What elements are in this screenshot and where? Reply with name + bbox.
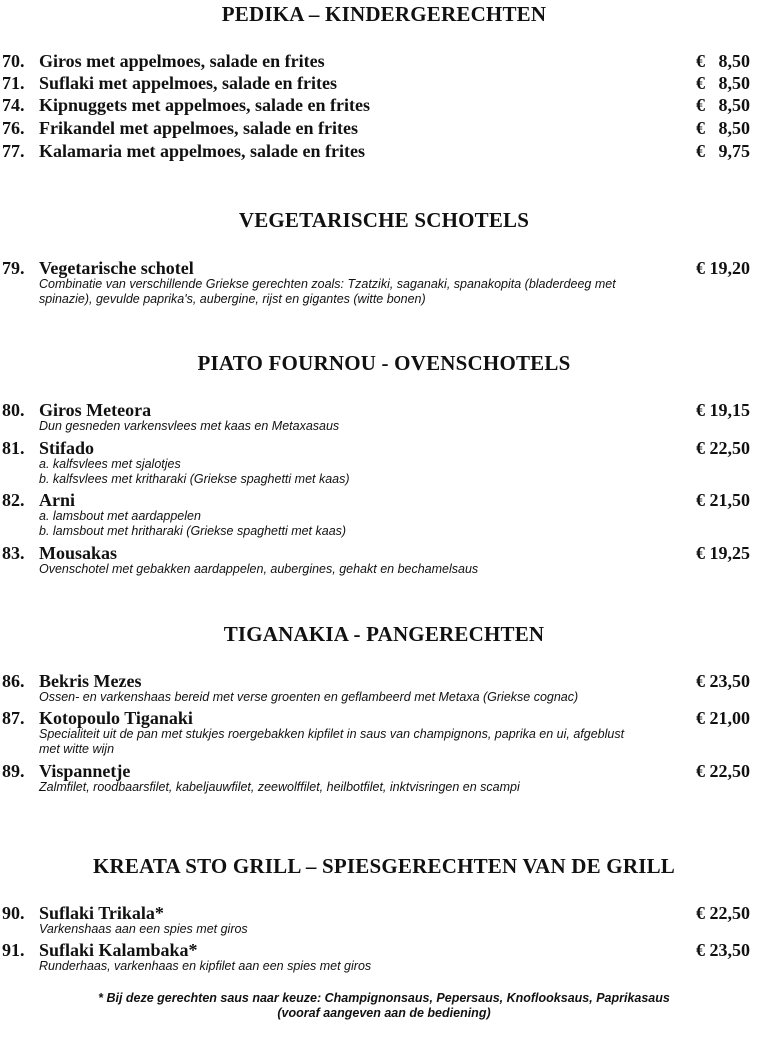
menu-item: [0, 761, 768, 795]
item-name: Vegetarische schotel: [39, 258, 194, 278]
item-name: Vispannetje: [39, 761, 131, 781]
item-name: Stifado: [39, 438, 95, 458]
menu-item: [0, 118, 768, 140]
menu-item: [0, 671, 768, 705]
item-price: € 19,25: [696, 543, 750, 563]
item-number: 71.: [2, 73, 25, 93]
item-name: Kipnuggets met appelmoes, salade en frites: [39, 95, 370, 115]
item-description: [39, 277, 689, 307]
item-name: Giros met appelmoes, salade en frites: [39, 51, 325, 71]
item-description: [39, 419, 689, 434]
description-line: Combinatie van verschillende Griekse gerechten zoals: Tzatziki, saganaki, spanakopita (bladerdeeg met: [39, 277, 616, 291]
item-description: [39, 690, 689, 705]
item-name: Kalamaria met appelmoes, salade en frites: [39, 141, 365, 161]
item-number: 89.: [2, 761, 25, 781]
description-line: b. lamsbout met hritharaki (Griekse spaghetti met kaas): [39, 524, 347, 538]
menu-item: [0, 95, 768, 117]
item-price: € 22,50: [696, 903, 750, 923]
item-price: € 8,50: [696, 118, 750, 138]
item-price: € 21,00: [696, 708, 750, 728]
description-line: Specialiteit uit de pan met stukjes roergebakken kipfilet in saus van champignons, paprika en ui, afgeblust: [39, 727, 625, 741]
footnote: [0, 991, 768, 1021]
item-name: Suflaki met appelmoes, salade en frites: [39, 73, 337, 93]
item-description: [39, 922, 689, 937]
item-description: [39, 562, 689, 577]
menu-item: [0, 400, 768, 434]
item-name: Frikandel met appelmoes, salade en frites: [39, 118, 358, 138]
menu-item: [0, 141, 768, 163]
item-number: 74.: [2, 95, 25, 115]
item-number: 77.: [2, 141, 25, 161]
item-number: 79.: [2, 258, 25, 278]
menu-item: [0, 490, 768, 539]
item-price: € 23,50: [696, 671, 750, 691]
item-number: 91.: [2, 940, 25, 960]
item-price: € 8,50: [696, 95, 750, 115]
menu-item: [0, 903, 768, 937]
item-price: € 8,50: [696, 73, 750, 93]
item-price: € 19,20: [696, 258, 750, 278]
section-title: KREATA STO GRILL – SPIESGERECHTEN VAN DE GRILL: [92, 854, 675, 878]
item-name: Kotopoulo Tiganaki: [39, 708, 193, 728]
description-line: Ossen- en varkenshaas bereid met verse groenten en geflambeerd met Metaxa (Griekse cognac): [39, 690, 579, 704]
section-title: PIATO FOURNOU - OVENSCHOTELS: [197, 351, 571, 375]
section-title: VEGETARISCHE SCHOTELS: [238, 208, 530, 232]
item-number: 90.: [2, 903, 25, 923]
item-description: [39, 457, 689, 487]
item-number: 86.: [2, 671, 25, 691]
item-description: [39, 959, 689, 974]
description-line: a. lamsbout met aardappelen: [39, 509, 201, 523]
item-name: Suflaki Kalambaka*: [39, 940, 198, 960]
menu-item: [0, 940, 768, 974]
section-title: TIGANAKIA - PANGERECHTEN: [223, 622, 545, 646]
item-number: 70.: [2, 51, 25, 71]
menu-item: [0, 73, 768, 95]
item-number: 81.: [2, 438, 25, 458]
description-line: Ovenschotel met gebakken aardappelen, aubergines, gehakt en bechamelsaus: [39, 562, 479, 576]
menu-item: [0, 708, 768, 757]
item-name: Giros Meteora: [39, 400, 152, 420]
description-line: Zalmfilet, roodbaarsfilet, kabeljauwfilet, zeewolffilet, heilbotfilet, inktvisringen en scampi: [39, 780, 520, 794]
description-line: a. kalfsvlees met sjalotjes: [39, 457, 181, 471]
description-line: Varkenshaas aan een spies met giros: [39, 922, 248, 936]
item-price: € 8,50: [696, 51, 750, 71]
description-line: Dun gesneden varkensvlees met kaas en Metaxasaus: [39, 419, 340, 433]
item-price: € 9,75: [696, 141, 750, 161]
item-number: 87.: [2, 708, 25, 728]
menu-item: [0, 51, 768, 73]
item-name: Mousakas: [39, 543, 118, 563]
description-line: spinazie), gevulde paprika's, aubergine, rijst en gigantes (witte bonen): [39, 292, 426, 306]
item-description: [39, 780, 689, 795]
menu-item: [0, 438, 768, 487]
item-number: 83.: [2, 543, 25, 563]
section-title: PEDIKA – KINDERGERECHTEN: [221, 2, 547, 26]
item-name: Suflaki Trikala*: [39, 903, 164, 923]
item-name: Arni: [39, 490, 75, 510]
item-price: € 19,15: [696, 400, 750, 420]
footnote-line: * Bij deze gerechten saus naar keuze: Champignonsaus, Pepersaus, Knoflooksaus, Paprikasaus: [98, 991, 670, 1005]
description-line: Runderhaas, varkenhaas en kipfilet aan een spies met giros: [39, 959, 372, 973]
item-description: [39, 509, 689, 539]
item-number: 82.: [2, 490, 25, 510]
menu-item: [0, 543, 768, 577]
item-number: 76.: [2, 118, 25, 138]
item-price: € 22,50: [696, 438, 750, 458]
item-price: € 23,50: [696, 940, 750, 960]
footnote-line: (vooraf aangeven aan de bediening): [277, 1006, 491, 1020]
description-line: b. kalfsvlees met kritharaki (Griekse spaghetti met kaas): [39, 472, 350, 486]
item-name: Bekris Mezes: [39, 671, 142, 691]
menu-item: [0, 258, 768, 307]
item-number: 80.: [2, 400, 25, 420]
item-price: € 22,50: [696, 761, 750, 781]
description-line: met witte wijn: [39, 742, 115, 756]
item-description: [39, 727, 689, 757]
item-price: € 21,50: [696, 490, 750, 510]
